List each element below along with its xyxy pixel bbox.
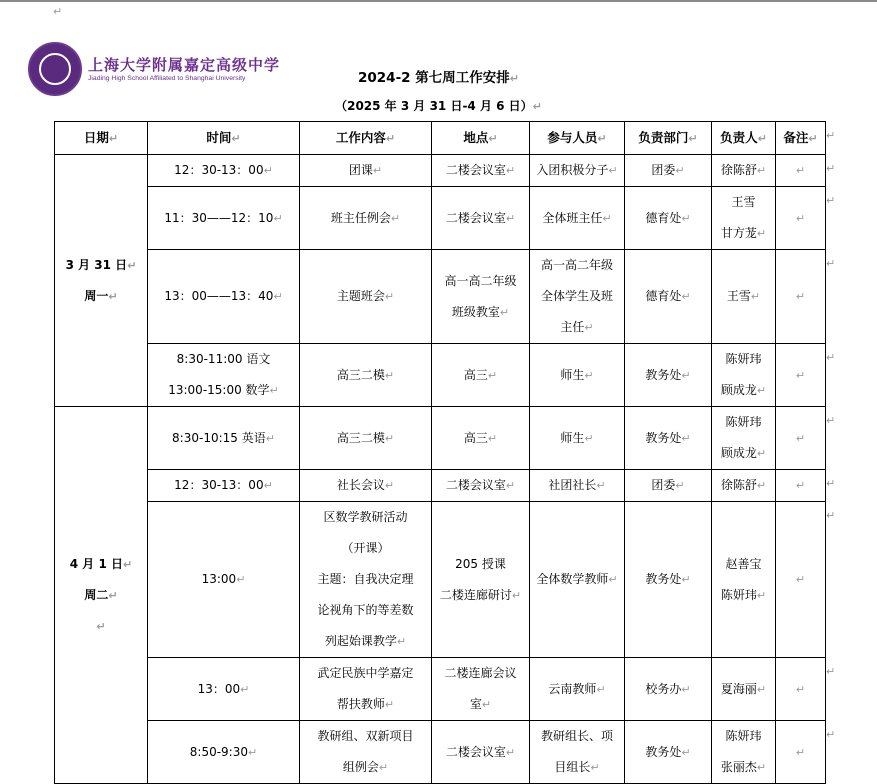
header-time: 时间↵ (148, 122, 300, 155)
time-cell: 13：00——13：40↵ (148, 250, 300, 344)
place-cell: 二楼会议室↵ (432, 721, 530, 784)
people-cell: 社团社长↵ (530, 470, 625, 502)
window-top-border (0, 0, 877, 2)
owner-cell: 王雪 甘方茏↵ (712, 187, 776, 250)
place-cell: 高三↵ (432, 344, 530, 407)
school-name-en: Jiading High School Affiliated to Shanghai University (88, 75, 246, 82)
place-cell: 二楼会议室↵ (432, 155, 530, 187)
people-cell: 高一高二年级 全体学生及班 主任↵ (530, 250, 625, 344)
department-cell: 教务处↵ (625, 721, 712, 784)
note-cell: ↵ (776, 344, 826, 407)
note-cell: ↵ (776, 658, 826, 721)
content-cell: 武定民族中学嘉定 帮扶教师↵ (300, 658, 432, 721)
owner-cell: 夏海丽↵ (712, 658, 776, 721)
people-cell: 全体数学教师↵ (530, 502, 625, 658)
content-cell: 教研组、双新项目 组例会↵ (300, 721, 432, 784)
note-cell: ↵ (776, 187, 826, 250)
row-end-mark: ↵ (826, 194, 836, 207)
note-cell: ↵ (776, 250, 826, 344)
department-cell: 团委↵ (625, 155, 712, 187)
time-cell: 8:50-9:30↵ (148, 721, 300, 784)
date-cell: 3 月 31 日↵ 周一↵ (55, 155, 148, 407)
note-cell: ↵ (776, 155, 826, 187)
department-cell: 德育处↵ (625, 187, 712, 250)
row-end-mark: ↵ (826, 665, 836, 678)
row-end-mark: ↵ (826, 351, 836, 364)
time-cell: 13:00↵ (148, 502, 300, 658)
date-cell: 4 月 1 日↵ 周二↵ ↵ (55, 407, 148, 784)
table-row (55, 407, 826, 470)
header-owner: 负责人↵ (712, 122, 776, 155)
content-cell: 班主任例会↵ (300, 187, 432, 250)
note-cell: ↵ (776, 721, 826, 784)
owner-cell: 陈妍玮 顾成龙↵ (712, 407, 776, 470)
owner-cell: 赵善宝 陈妍玮↵ (712, 502, 776, 658)
table-row (55, 502, 826, 658)
header-content: 工作内容↵ (300, 122, 432, 155)
department-cell: 教务处↵ (625, 407, 712, 470)
row-end-mark: ↵ (826, 728, 836, 741)
place-cell: 二楼会议室↵ (432, 187, 530, 250)
department-cell: 教务处↵ (625, 502, 712, 658)
table-row (55, 470, 826, 502)
content-cell: 社长会议↵ (300, 470, 432, 502)
row-end-mark: ↵ (826, 509, 836, 522)
people-cell: 师生↵ (530, 407, 625, 470)
header-place: 地点↵ (432, 122, 530, 155)
row-end-mark: ↵ (826, 257, 836, 270)
schedule-table (54, 121, 826, 784)
row-end-mark: ↵ (826, 477, 836, 490)
document-subtitle: （2025 年 3 月 31 日-4 月 6 日）↵ (335, 99, 542, 113)
time-cell: 8:30-11:00 语文 13:00-15:00 数学↵ (148, 344, 300, 407)
table-row (55, 721, 826, 784)
people-cell: 师生↵ (530, 344, 625, 407)
time-cell: 12：30-13：00↵ (148, 155, 300, 187)
row-end-mark: ↵ (826, 129, 836, 142)
table-header-row (55, 122, 826, 155)
note-cell: ↵ (776, 470, 826, 502)
place-cell: 二楼连廊会议 室↵ (432, 658, 530, 721)
place-cell: 205 授课 二楼连廊研讨↵ (432, 502, 530, 658)
table-row (55, 658, 826, 721)
paragraph-mark: ↵ (53, 5, 63, 18)
place-cell: 二楼会议室↵ (432, 470, 530, 502)
school-name-cn: 上海大学附属嘉定高级中学 (88, 56, 281, 74)
content-cell: 高三二模↵ (300, 407, 432, 470)
note-cell: ↵ (776, 502, 826, 658)
content-cell: 高三二模↵ (300, 344, 432, 407)
row-end-mark: ↵ (826, 162, 836, 175)
owner-cell: 王雪↵ (712, 250, 776, 344)
header-people: 参与人员↵ (530, 122, 625, 155)
department-cell: 团委↵ (625, 470, 712, 502)
content-cell: 团课↵ (300, 155, 432, 187)
header-note: 备注↵ (776, 122, 826, 155)
header-date: 日期↵ (55, 122, 148, 155)
people-cell: 云南教师↵ (530, 658, 625, 721)
header-department: 负责部门↵ (625, 122, 712, 155)
place-cell: 高三↵ (432, 407, 530, 470)
people-cell: 教研组长、项 目组长↵ (530, 721, 625, 784)
people-cell: 入团积极分子↵ (530, 155, 625, 187)
people-cell: 全体班主任↵ (530, 187, 625, 250)
department-cell: 德育处↵ (625, 250, 712, 344)
time-cell: 13：00↵ (148, 658, 300, 721)
owner-cell: 陈妍玮 顾成龙↵ (712, 344, 776, 407)
table-row (55, 187, 826, 250)
table-row (55, 155, 826, 187)
content-cell: 主题班会↵ (300, 250, 432, 344)
row-end-mark: ↵ (826, 414, 836, 427)
note-cell: ↵ (776, 407, 826, 470)
owner-cell: 徐陈舒↵ (712, 470, 776, 502)
department-cell: 校务办↵ (625, 658, 712, 721)
table-row (55, 250, 826, 344)
table-row (55, 344, 826, 407)
place-cell: 高一高二年级 班级教室↵ (432, 250, 530, 344)
department-cell: 教务处↵ (625, 344, 712, 407)
owner-cell: 陈妍玮 张丽杰↵ (712, 721, 776, 784)
time-cell: 11：30——12：10↵ (148, 187, 300, 250)
content-cell: 区数学教研活动 （开课） 主题：自我决定理 论视角下的等差数 列起始课教学↵ (300, 502, 432, 658)
owner-cell: 徐陈舒↵ (712, 155, 776, 187)
document-title: 2024-2 第七周工作安排↵ (358, 70, 519, 86)
time-cell: 12：30-13：00↵ (148, 470, 300, 502)
time-cell: 8:30-10:15 英语↵ (148, 407, 300, 470)
